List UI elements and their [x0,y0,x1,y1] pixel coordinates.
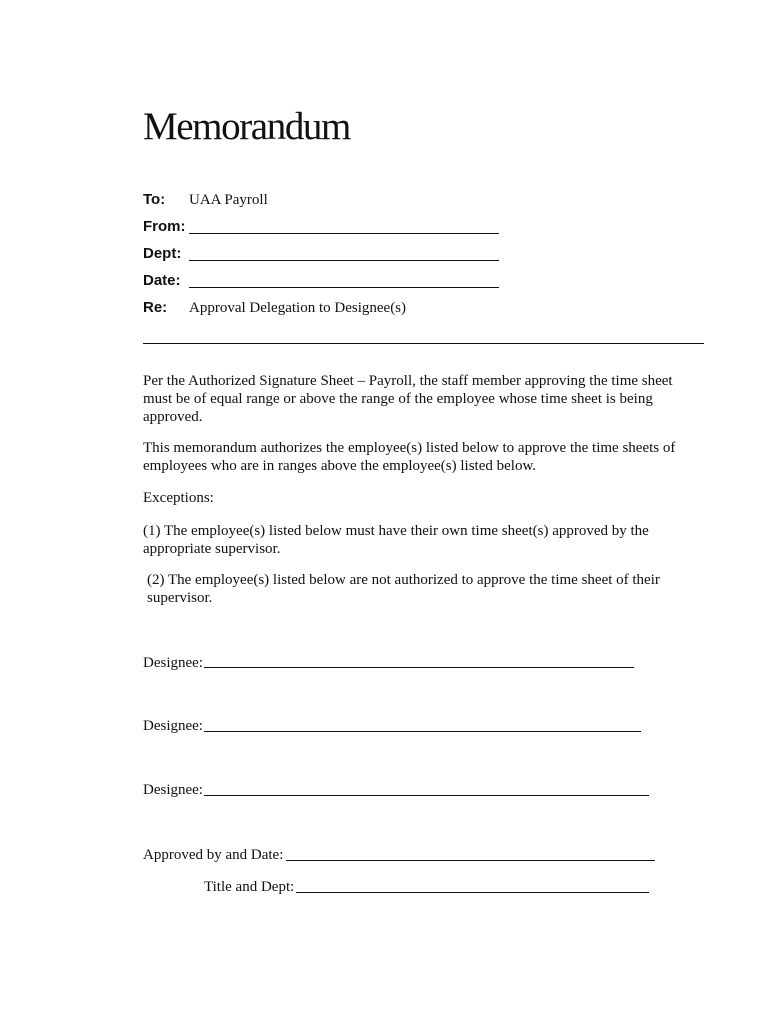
to-value: UAA Payroll [189,192,268,208]
to-label: To: [143,191,166,208]
title-dept-line[interactable] [296,892,649,893]
approved-by-line[interactable] [286,860,655,861]
exception-2: (2) The employee(s) listed below are not authorized to approve the time sheet of their supervisor. [147,572,660,606]
dept-label: Dept: [143,245,182,262]
dept-field-line[interactable] [189,260,499,261]
re-value: Approval Delegation to Designee(s) [189,300,407,316]
designee-1-label: Designee: [143,655,203,671]
from-field-line[interactable] [189,233,499,234]
memo-title: Memorandum [143,105,350,148]
exception-1: (1) The employee(s) listed below must have their own time sheet(s) approved by the appropriate supervisor. [143,523,649,557]
date-label: Date: [143,272,181,289]
body-paragraph-1: Per the Authorized Signature Sheet – Payroll, the staff member approving the time sheet must be of equal range or above the range of the employee whose time sheet is being approved. [143,373,673,425]
designee-2-label: Designee: [143,718,203,734]
designee-2-line[interactable] [204,731,641,732]
body-paragraph-2: This memorandum authorizes the employee(s) listed below to approve the time sheets of employees who are in ranges above the employee(s) listed below. [143,440,676,474]
re-label: Re: [143,299,168,316]
title-dept-label: Title and Dept: [204,879,295,895]
designee-3-label: Designee: [143,782,203,798]
date-field-line[interactable] [189,287,499,288]
designee-1-line[interactable] [204,667,634,668]
header-divider [143,343,704,344]
approved-by-label: Approved by and Date: [143,847,284,863]
designee-3-line[interactable] [204,795,649,796]
exceptions-heading: Exceptions: [143,490,214,506]
from-label: From: [143,218,186,235]
